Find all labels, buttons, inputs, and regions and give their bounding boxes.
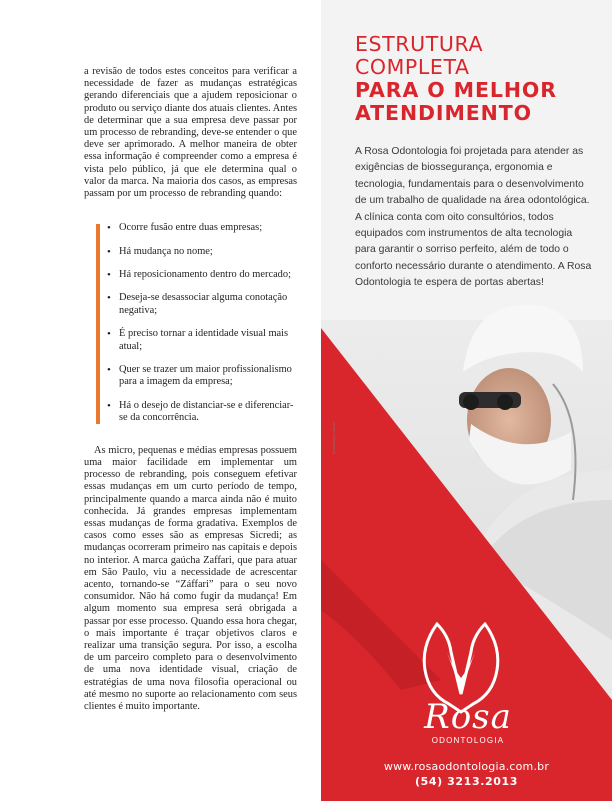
list-item: • Deseja-se desassociar alguma conotação negativa;	[102, 292, 297, 317]
article-closing-paragraph: As micro, pequenas e médias empresas possuem uma maior facilidade em implementar um processo de rebranding, pois conseguem efetivar essas mudanças em um curto período de tempo, principalmente quando a marca ainda não é muito conhecida. Já grandes empresas implementam essas mudanças de forma gradativa. Exemplos de casos como esses são as empresas Sicredi; as mudanças ocorreram primeiro nas capitais e depois no interior. A marca gaúcha Zaffari, que para atuar em São Paulo, viu a necessidade de acrescentar acento, tornando-se “Záffari” para o seu novo consumidor. Não há como fugir da mudança! Em algum momento sua empresa será obrigada a passar por esse processo. Quando essa hora chegar, o mais importante é traçar objetivos claros e realizar uma transição segura. Por isso, a escolha de um parceiro completo para o desenvolvimento de uma nova identidade visual, criação de estratégias de uma nova filosofia operacional ou até mesmo no suporte ao relacionamento com seus clientes é muito importante.	[84, 444, 297, 712]
headline-line-2: COMPLETA	[355, 55, 470, 79]
headline-line-4: ATENDIMENTO	[355, 101, 532, 125]
list-item: • Quer se trazer um maior profissionalismo para a imagem da empresa;	[102, 364, 297, 389]
rosa-odontologia-ad	[321, 0, 612, 801]
list-item: • Há reposicionamento dentro do mercado;	[102, 269, 297, 281]
phone-number: (54) 3213.2013	[414, 775, 518, 788]
list-item: • Há o desejo de distanciar-se e diferenciar-se da concorrência.	[102, 400, 297, 425]
article-intro-paragraph: a revisão de todos estes conceitos para verificar a necessidade de fazer as mudanças estratégicas gerando diferenciais que a ajudem reposicionar o produto ou serviço diante dos atuais clientes. Antes de determinar que a sua empresa deve passar por um processo de rebranding, deve-se entender o que deve ser aprimorado. A melhor maneira de obter essa informação é compreender como a empresa é vista pelo público, já que ele determina qual o valor da marca. Na maioria dos casos, as empresas passam por um processo de rebranding quando:	[84, 66, 297, 200]
logo-subtitle: ODONTOLOGIA	[431, 736, 505, 745]
rebranding-reasons-list	[84, 222, 297, 424]
list-item: • Ocorre fusão entre duas empresas;	[102, 222, 297, 234]
ad-body-text: A Rosa Odontologia foi projetada para atender as exigências de biossegurança, ergonomia e tecnologia, fundamentais para o desenvolvimento de um trabalho de qualidade na área odontológica. A clínica conta com oito consultórios, todos equipados com instrumentos de alta tecnologia para garantir o sorriso perfeito, além de todo o conforto necessário durante o atendimento. A Rosa Odontologia te espera de portas abertas!	[355, 146, 592, 289]
logo-wordmark: Rosa	[424, 697, 512, 737]
photo-credit: brandcaps.com.br	[331, 421, 336, 454]
ad-headline	[355, 33, 605, 125]
headline-line-1: ESTRUTURA	[355, 32, 484, 56]
list-item: • Há mudança no nome;	[102, 246, 297, 258]
website-url: www.rosaodontologia.com.br	[383, 760, 550, 773]
article-column	[84, 66, 297, 713]
accent-bar	[96, 224, 100, 424]
headline-line-3: PARA O MELHOR	[355, 78, 557, 102]
list-item: • É preciso tornar a identidade visual mais atual;	[102, 328, 297, 353]
